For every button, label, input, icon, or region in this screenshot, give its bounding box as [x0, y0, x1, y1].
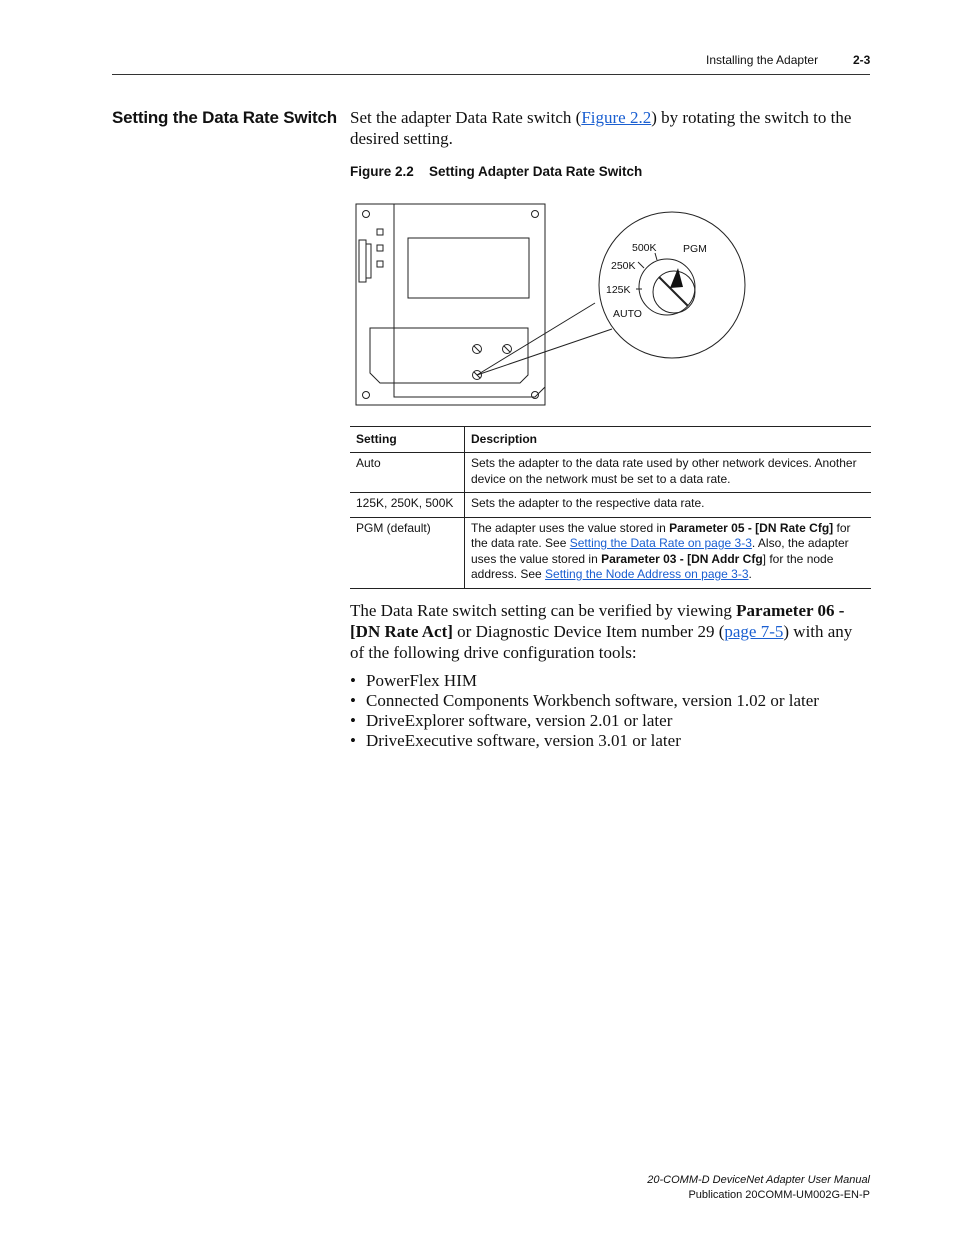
column-header-description: Description	[465, 427, 872, 453]
verify-text: or Diagnostic Device Item number 29 (	[452, 622, 725, 641]
verify-paragraph	[350, 600, 870, 663]
table-header-row	[350, 427, 871, 453]
list-item: • Connected Components Workbench software, version 1.02 or later	[350, 691, 819, 711]
connector-body	[366, 244, 371, 278]
description-cell: Sets the adapter to the respective data rate.	[465, 493, 872, 518]
parameter-03-ref: Parameter 03 - [DN Addr Cfg	[601, 551, 763, 566]
status-led-1	[377, 229, 383, 235]
setting-cell: Auto	[350, 453, 465, 493]
figure-caption	[350, 164, 642, 179]
status-led-2	[377, 245, 383, 251]
setting-cell: 125K, 250K, 500K	[350, 493, 465, 518]
parameter-06-ref: Parameter 06 - [DN Rate Act]	[350, 601, 845, 641]
mounting-hole-bl	[363, 392, 370, 399]
settings-table	[350, 426, 871, 589]
figure-number: Figure 2.2	[350, 164, 414, 179]
description-text: The adapter uses the value stored in	[471, 520, 670, 535]
adapter-board-outline	[356, 204, 545, 405]
description-cell	[465, 517, 872, 588]
header-rule	[112, 74, 870, 75]
table-row	[350, 517, 871, 588]
label-pgm: PGM	[683, 243, 707, 255]
label-250k: 250K	[611, 260, 636, 272]
verify-text: The Data Rate switch setting can be verified by viewing	[350, 601, 737, 620]
description-text: for the data rate. See	[471, 520, 851, 550]
description-text: .	[748, 567, 752, 581]
verify-text: ) with any of the following drive configuration tools:	[350, 622, 853, 662]
intro-paragraph	[350, 107, 870, 149]
adapter-figure	[350, 195, 750, 410]
intro-text-start: Set the adapter Data Rate switch (	[350, 108, 582, 127]
tools-list	[350, 671, 819, 751]
section-heading: Setting the Data Rate Switch	[112, 108, 337, 127]
label-window	[408, 238, 529, 298]
label-500k: 500K	[632, 242, 657, 254]
setting-cell: PGM (default)	[350, 517, 465, 588]
running-header-title: Installing the Adapter	[706, 53, 819, 67]
table-row	[350, 493, 871, 518]
description-text: ] for the node address. See	[471, 551, 834, 581]
connector-outline	[359, 240, 366, 282]
column-header-setting: Setting	[350, 427, 465, 453]
table-row	[350, 453, 871, 493]
list-item: • DriveExecutive software, version 3.01 or later	[350, 731, 819, 751]
adapter-inner-plate	[394, 204, 545, 397]
page-number: 2-3	[853, 53, 871, 67]
description-cell: Sets the adapter to the data rate used by other network devices. Another device on the network must be set to a data rate.	[465, 453, 872, 493]
mounting-hole-tl	[363, 211, 370, 218]
description-text: . Also, the adapter uses the value stored in	[471, 536, 849, 566]
label-125k: 125K	[606, 284, 631, 296]
data-rate-page-link[interactable]: Setting the Data Rate on page 3-3	[569, 536, 752, 550]
list-item: • DriveExplorer software, version 2.01 or later	[350, 711, 819, 731]
intro-text-end: ) by rotating the switch to the desired setting.	[350, 108, 852, 148]
callout-line-upper	[477, 303, 595, 375]
figure-title: Setting Adapter Data Rate Switch	[429, 164, 643, 179]
list-item: • PowerFlex HIM	[350, 671, 819, 691]
page-7-5-link[interactable]: page 7-5	[724, 622, 784, 641]
parameter-05-ref: Parameter 05 - [DN Rate Cfg]	[669, 520, 834, 535]
figure-link[interactable]: Figure 2.2	[581, 108, 652, 127]
footer-manual-title: 20-COMM-D DeviceNet Adapter User Manual	[647, 1174, 870, 1186]
status-led-3	[377, 261, 383, 267]
label-auto: AUTO	[613, 308, 642, 320]
footer-publication: Publication 20COMM-UM002G-EN-P	[688, 1189, 870, 1201]
node-address-page-link[interactable]: Setting the Node Address on page 3-3	[545, 567, 749, 581]
mounting-hole-tr	[532, 211, 539, 218]
